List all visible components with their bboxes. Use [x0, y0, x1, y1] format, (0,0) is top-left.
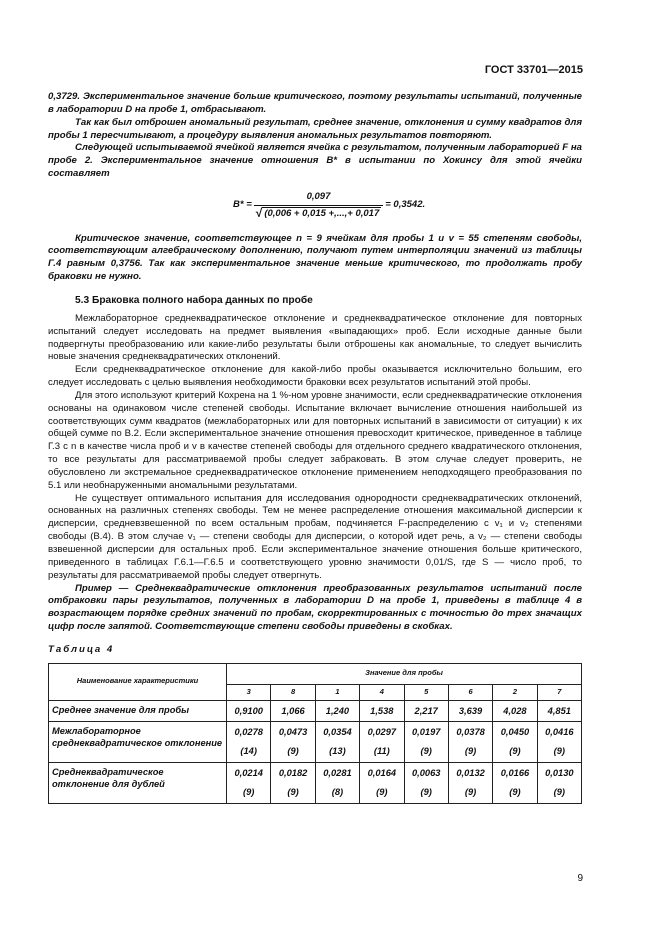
table-cell: [315, 721, 359, 762]
table-title: Таблица 4: [48, 643, 115, 655]
table-cell: [271, 721, 315, 762]
sample-header: 7: [537, 684, 581, 700]
cell-value: 0,0297: [367, 726, 397, 737]
formula-fraction: [256, 191, 381, 221]
cell-df: (9): [553, 745, 565, 756]
value-column-header: Значение для пробы: [227, 663, 582, 684]
sample-header: 6: [448, 684, 492, 700]
table-cell: [360, 721, 404, 762]
page-number: 9: [577, 873, 583, 884]
cell-value: 4,028: [503, 705, 527, 716]
table-cell: [493, 721, 537, 762]
section-paragraph-3: Для этого используют критерий Кохрена на 1 %-ном уровне значимости, если среднеквадратические отклонения основаны на одинаковом числе степеней свободы. Испытание включает вычисление отношения наибольшей из соответствующих сумм квадратов (межлабораторных или для повторных испытаний в зависимости от ситуации) к их общей сумме по В.2. Если экспериментальное значение отношения превосходит критическое, приведенное в таблице Г.3 с n в качестве числа проб и v в качестве степеней свободы для отдельного среднего квадратического отклонения, то все результаты для рассматриваемой пробы следует забраковать. В этом случае следует проверить, не обусловлено ли экстремальное среднеквадратическое отклонение применением неподходящего преобразования по 5.1 или необнаруженными аномальными результатами.: [48, 389, 582, 491]
table-row-duplicate-sd: [49, 762, 582, 803]
paragraph-result-rejection: 0,3729. Экспериментальное значение больше критического, поэтому результаты испытаний, полученные в лаборатории D на пробе 1, отбрасывают.: [48, 91, 582, 115]
table-cell: [271, 762, 315, 803]
cell-value: 0,0132: [456, 767, 485, 778]
cell-df: (13): [329, 745, 346, 756]
table-header-row: [49, 663, 582, 684]
cell-df: (9): [376, 786, 388, 797]
row-name: Среднеквадратическое отклонение для дублей: [49, 762, 227, 803]
data-table: [48, 663, 582, 804]
hawkins-formula: [233, 191, 582, 221]
name-column-header: Наименование характеристики: [49, 663, 227, 700]
table-cell: [537, 721, 581, 762]
formula-denominator: (0,006 + 0,015 +,...,+ 0,017: [264, 207, 380, 219]
cell-value: 0,0214: [234, 767, 263, 778]
cell-value: 1,240: [325, 705, 350, 716]
paragraph-recalculation: Так как был отброшен аномальный результат, среднее значение, отклонения и сумму квадратов для пробы 1 пересчитывают, а процедуру выявления аномальных результатов повторяют.: [48, 116, 582, 141]
table-cell: [227, 721, 271, 762]
table-cell: [227, 700, 271, 721]
table-cell: [493, 700, 537, 721]
cell-value: 2,217: [414, 705, 438, 716]
table-cell: [227, 762, 271, 803]
table-cell: [404, 721, 448, 762]
sample-header: 5: [404, 684, 448, 700]
cell-value: 0,0278: [234, 726, 263, 737]
cell-value: 0,0378: [456, 726, 485, 737]
cell-value: 0,0166: [500, 767, 530, 778]
cell-df: (9): [420, 745, 432, 756]
table-cell: [271, 700, 315, 721]
standard-header: ГОСТ 33701—2015: [484, 64, 583, 76]
formula-lhs: B* =: [233, 199, 252, 211]
cell-df: (9): [287, 745, 299, 756]
section-paragraph-4: Не существует оптимального испытания для исследования однородности среднеквадратических отклонений, основанных на различных степенях свободы. Тем не менее распределение отношения максимальной дисперсии к дисперсии, средневзвешенной по всем остальным пробам, подчиняется F-распределению с v₁ и v₂ степенями свободы (В.4). В этом случае v₁ — степени свободы для дисперсии, о которой идет речь, а v₂ — степени свободы взвешенной дисперсии для остальных проб. Если экспериментальное значение отношения больше критического, приведенного в таблицах Г.6.1—Г.6.5 и соответствующего уровню значимости 0,01/S, где S — число проб, то результаты для рассматриваемой пробы следует отвергнуть.: [48, 492, 582, 581]
table-cell: [493, 762, 537, 803]
cell-value: 0,0164: [367, 767, 397, 778]
cell-value: 3,639: [458, 705, 483, 716]
page-content: [48, 91, 582, 804]
cell-df: (8): [331, 786, 344, 797]
sample-header: 8: [271, 684, 315, 700]
table-cell: [537, 762, 581, 803]
sqrt-symbol: √: [255, 206, 263, 221]
row-name: Межлабораторное среднеквадратическое отклонение: [49, 721, 227, 762]
sample-header: 2: [493, 684, 537, 700]
formula-denominator-wrap: [256, 206, 381, 221]
cell-value: 0,0450: [500, 726, 530, 737]
cell-df: (14): [240, 745, 257, 756]
table-cell: [360, 762, 404, 803]
example-paragraph: Пример — Среднеквадратические отклонения преобразованных результатов испытаний после отбраковки пары результатов, полученных в лаборатории D на пробе 1, приведены в таблице 4 в возрастающем порядке средних значений по пробам, скорректированных с точностью до трех значащих цифр после запятой. Соответствующие степени свободы приведены в скобках.: [48, 582, 582, 633]
cell-df: (9): [509, 745, 521, 756]
section-title: 5.3 Браковка полного набора данных по пробе: [75, 294, 313, 306]
paragraph-next-cell: Следующей испытываемой ячейкой является ячейка с результатом, полученным лабораторией F на пробе 2. Экспериментальное значение отношения B* в испытании по Хокинсу для этой ячейки составляет: [48, 142, 582, 180]
row-name: Среднее значение для пробы: [49, 700, 227, 721]
sample-header: 1: [315, 684, 359, 700]
formula-rhs: = 0,3542.: [385, 199, 426, 211]
sample-header: 3: [227, 684, 271, 700]
cell-value: 1,066: [281, 705, 305, 716]
table-row-interlab-sd: [49, 721, 582, 762]
cell-value: 0,0354: [323, 726, 352, 737]
table-cell: [315, 700, 359, 721]
cell-df: (9): [464, 745, 477, 756]
cell-value: 0,0416: [545, 726, 574, 737]
table-cell: [537, 700, 581, 721]
cell-value: 0,0063: [411, 767, 441, 778]
cell-value: 0,9100: [234, 705, 263, 716]
cell-value: 0,0182: [278, 767, 308, 778]
sample-header: 4: [360, 684, 404, 700]
table-cell: [448, 700, 492, 721]
table-cell: [448, 721, 492, 762]
cell-value: 4,851: [547, 705, 571, 716]
table-cell: [448, 762, 492, 803]
cell-df: (9): [287, 786, 299, 797]
cell-df: (9): [553, 786, 565, 797]
table-cell: [360, 700, 404, 721]
table-cell: [404, 700, 448, 721]
table-cell: [404, 762, 448, 803]
table-row-mean: [49, 700, 582, 721]
cell-df: (11): [373, 745, 390, 756]
paragraph-critical-value: Критическое значение, соответствующее n = 9 ячейкам для пробы 1 и v = 55 степеням свободы, соответствующим алгебраическому дополнению, получают путем интерполяции значений из таблицы Г.4 равным 0,3756. Так как экспериментальное значение меньше критического, то продолжать пробу браковки не нужно.: [48, 232, 582, 283]
cell-value: 0,0197: [411, 726, 441, 737]
cell-df: (9): [509, 786, 521, 797]
cell-value: 1,538: [370, 705, 394, 716]
cell-value: 0,0281: [323, 767, 352, 778]
table-cell: [315, 762, 359, 803]
cell-df: (9): [464, 786, 477, 797]
formula-numerator: 0,097: [254, 191, 383, 206]
cell-value: 0,0130: [545, 767, 574, 778]
cell-df: (9): [420, 786, 432, 797]
section-paragraph-1: Межлабораторное среднеквадратическое отклонение и среднеквадратическое отклонение для повторных испытаний следует исследовать на предмет выявления «выпадающих» проб. Если исходные данные были подвергнуты преобразованию или какие-либо результаты были отброшены как аномальные, то следует вычислить новые значения среднеквадратических отклонений.: [48, 312, 582, 363]
cell-value: 0,0473: [278, 726, 308, 737]
cell-df: (9): [243, 786, 255, 797]
section-paragraph-2: Если среднеквадратическое отклонение для какой-либо пробы оказывается исключительно большим, его следует исследовать с целью выявления необходимости браковки всех результатов испытаний этой пробы.: [48, 364, 582, 389]
